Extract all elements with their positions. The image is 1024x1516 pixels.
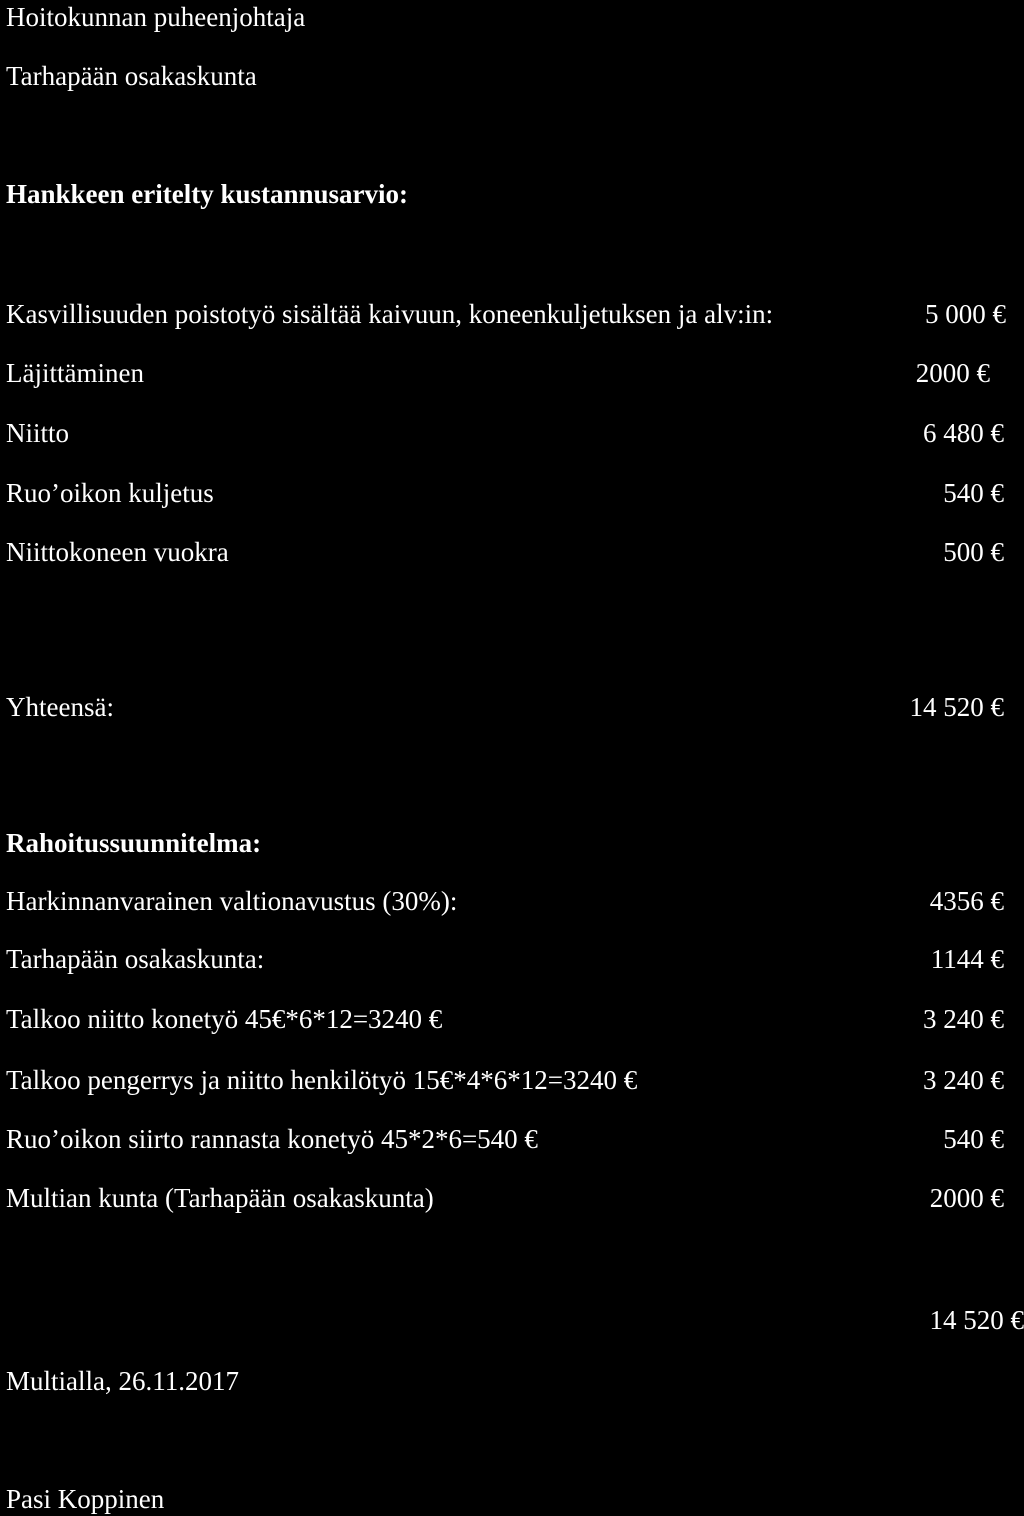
financing-row-label: Harkinnanvarainen valtionavustus (30%): [6,886,458,916]
financing-row-amount: 3 240 € [923,1065,1004,1095]
cost-row-amount: 6 480 € [923,418,1004,448]
financing-row-label: Tarhapään osakaskunta: [6,944,265,974]
cost-row-amount: 500 € [943,537,1004,567]
cost-estimate-heading: Hankkeen eritelty kustannusarvio: [6,179,409,209]
financing-heading: Rahoitussuunnitelma: [6,828,262,858]
cost-row-label: Niitto [6,418,70,448]
financing-row-label: Ruo’oikon siirto rannasta konetyö 45*2*6=540 € [6,1124,538,1154]
financing-row-amount: 2000 € [929,1183,1004,1213]
cost-row-amount: 2000 € [915,358,990,388]
signer-name: Pasi Koppinen [6,1484,165,1514]
financing-total-amount: 14 520 € [929,1305,1024,1335]
cost-row-label: Niittokoneen vuokra [6,537,229,567]
financing-row-label: Talkoo pengerrys ja niitto henkilötyö 15€*4*6*12=3240 € [6,1065,638,1095]
cost-row-amount: 540 € [943,478,1004,508]
financing-row-amount: 3 240 € [923,1004,1004,1034]
financing-row-amount: 540 € [943,1124,1004,1154]
signer-title: Hoitokunnan puheenjohtaja [6,2,306,32]
financing-row-label: Talkoo niitto konetyö 45€*6*12=3240 € [6,1004,443,1034]
cost-row-label: Kasvillisuuden poistotyö sisältää kaivuun, koneenkuljetuksen ja alv:in: [6,299,774,329]
organization-name: Tarhapään osakaskunta [6,61,257,91]
place-and-date: Multialla, 26.11.2017 [6,1366,239,1396]
cost-row-label: Läjittäminen [6,358,144,388]
cost-row-amount: 5 000 € [925,299,1006,329]
cost-total-label: Yhteensä: [6,692,114,722]
financing-row-amount: 1144 € [930,944,1004,974]
financing-row-amount: 4356 € [929,886,1004,916]
financing-row-label: Multian kunta (Tarhapään osakaskunta) [6,1183,434,1213]
cost-row-label: Ruo’oikon kuljetus [6,478,214,508]
cost-total-amount: 14 520 € [909,692,1004,722]
